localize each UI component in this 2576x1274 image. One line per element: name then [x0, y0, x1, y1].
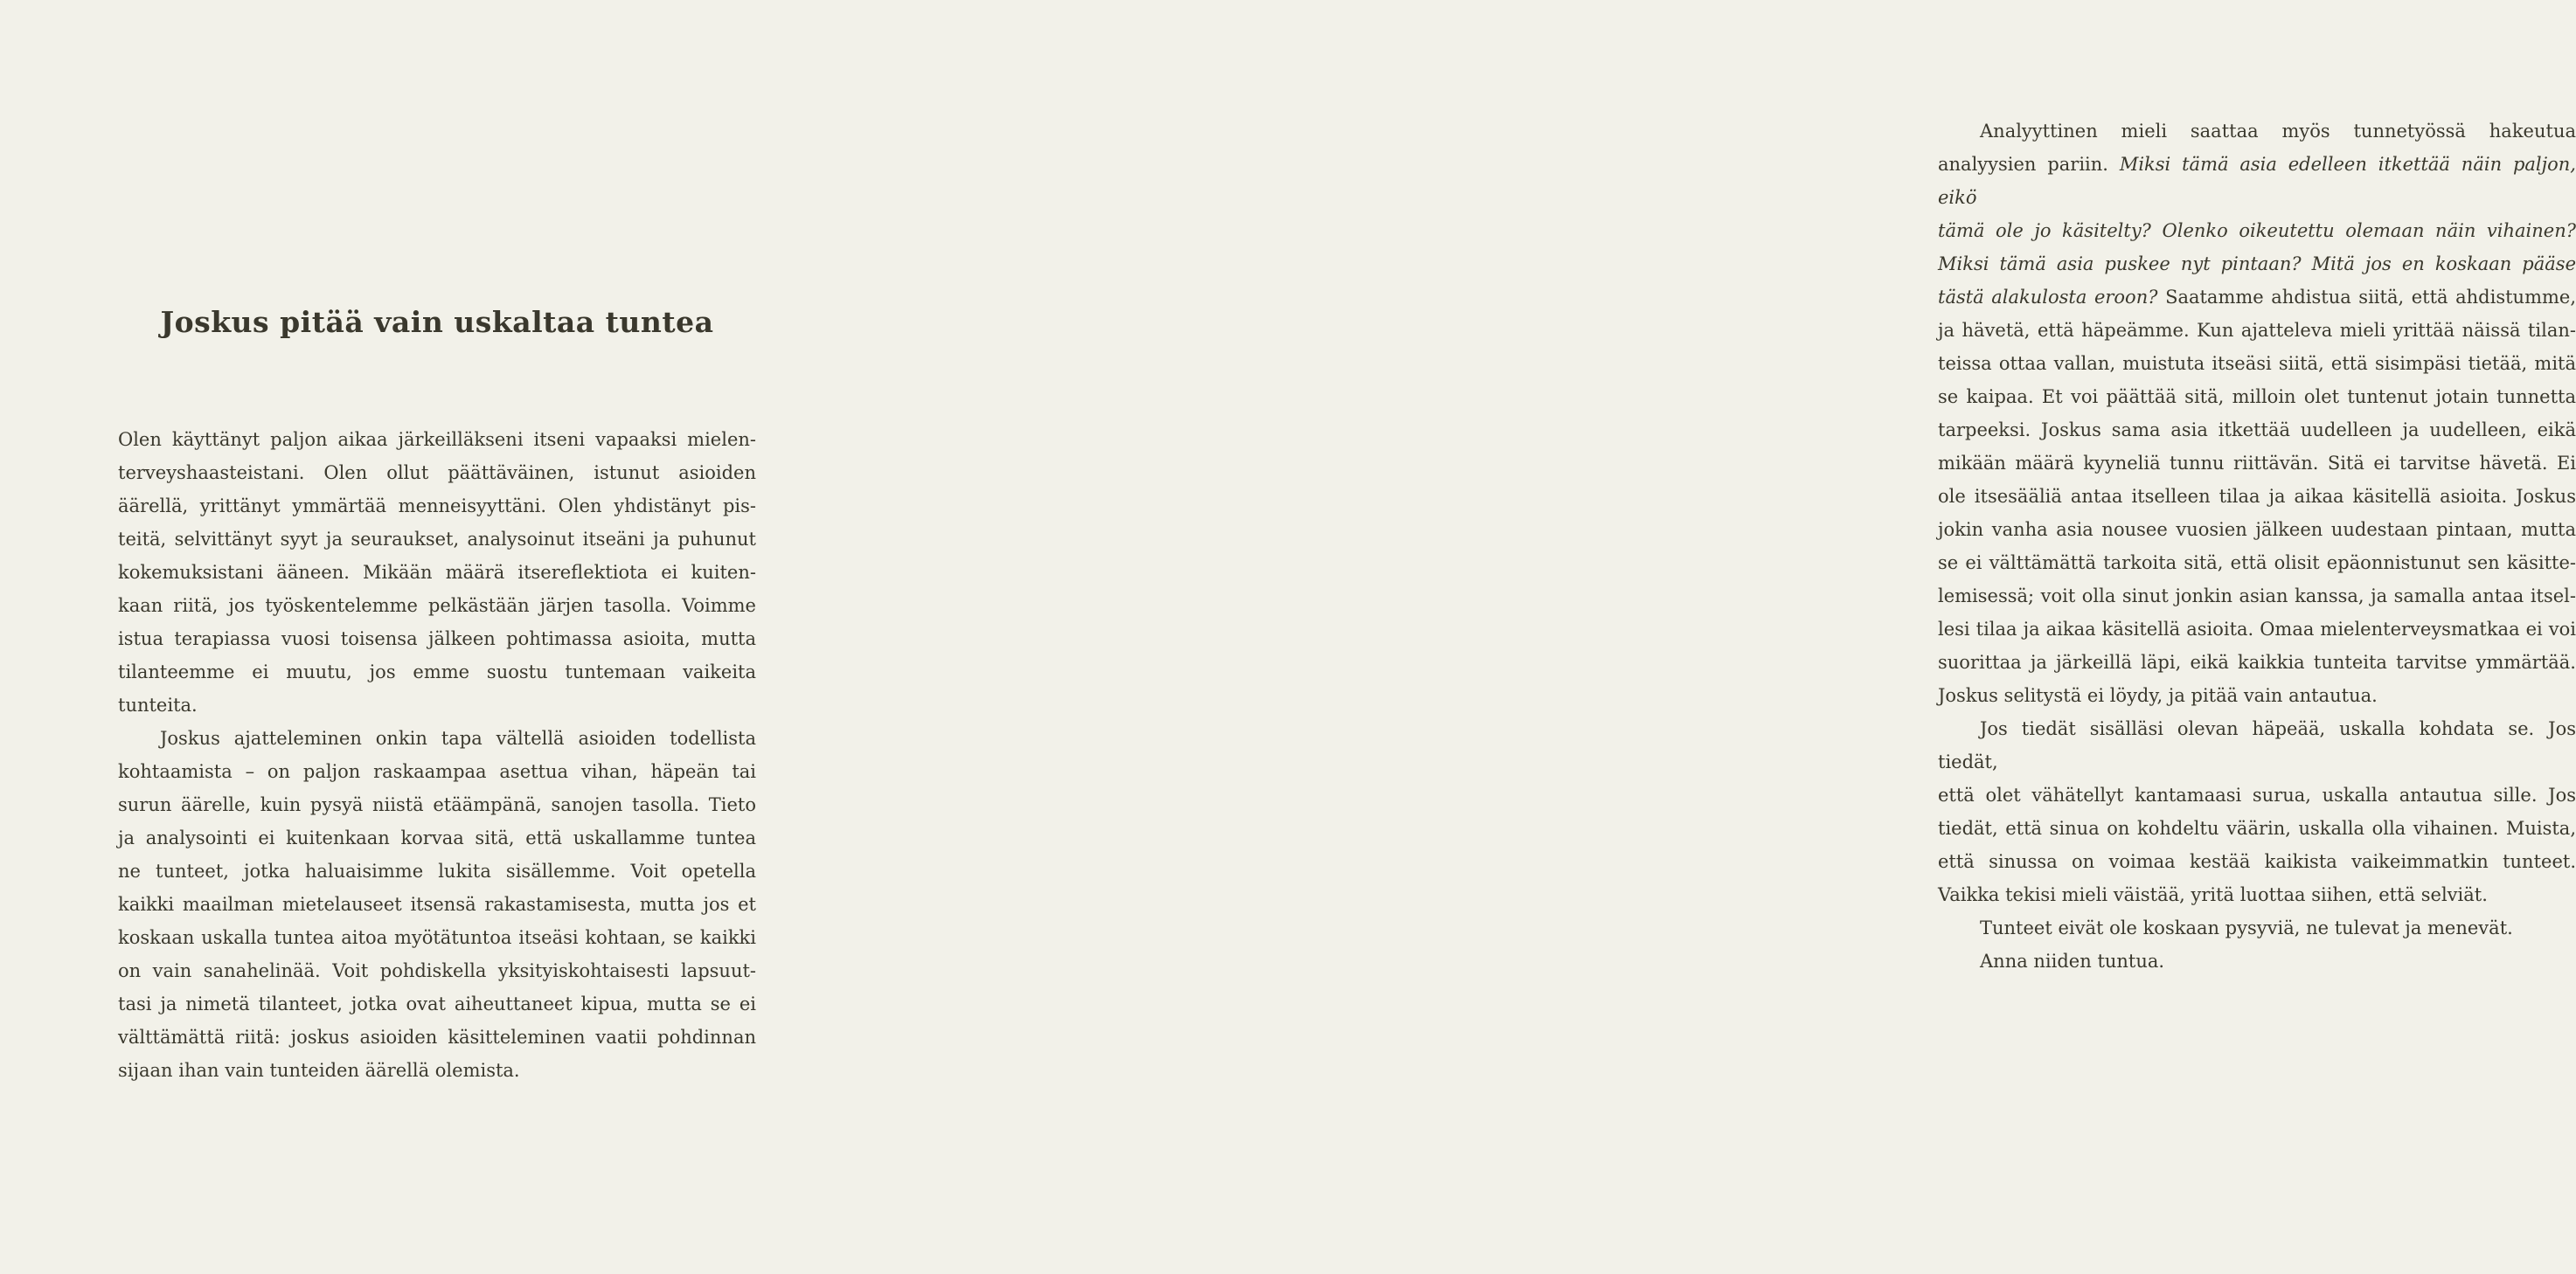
text-line [1938, 679, 2576, 712]
text-segment: teitä, selvittänyt syyt ja seuraukset, analysoinut itseäni ja puhunut [118, 529, 756, 550]
text-line [1938, 613, 2576, 646]
text-segment: jokin vanha asia nousee vuosien jälkeen uudestaan pintaan, mutta [1938, 519, 2576, 540]
text-line [118, 788, 756, 821]
text-line [1938, 413, 2576, 447]
text-line [1938, 347, 2576, 380]
text-line [118, 423, 756, 456]
text-segment: teissa ottaa vallan, muistuta itseäsi siitä, että sisimpäsi tietää, mitä [1938, 353, 2576, 374]
paragraph [118, 722, 756, 1087]
text-line [1938, 646, 2576, 679]
text-segment: se kaipaa. Et voi päättää sitä, milloin olet tuntenut jotain tunnetta [1938, 386, 2576, 407]
right-page-text-column [1938, 114, 2576, 978]
text-segment: Vaikka tekisi mieli väistää, yritä luottaa siihen, että selviät. [1938, 884, 2488, 905]
text-line [1938, 214, 2576, 247]
text-line [118, 987, 756, 1021]
text-line [1938, 380, 2576, 413]
text-line [118, 622, 756, 655]
text-line [1938, 878, 2576, 911]
text-line [1938, 148, 2576, 214]
text-line [118, 821, 756, 855]
text-segment: että olet vähätellyt kantamaasi surua, uskalla antautua sille. Jos [1938, 785, 2576, 806]
paragraph [118, 423, 756, 722]
paragraph [1938, 945, 2576, 978]
paragraph [1938, 712, 2576, 911]
text-line [118, 954, 756, 987]
text-segment: se ei välttämättä tarkoita sitä, että olisit epäonnistunut sen käsitte- [1938, 552, 2576, 573]
text-line [1938, 579, 2576, 613]
text-segment: analyysien pariin. [1938, 154, 2120, 175]
text-line [118, 755, 756, 788]
text-line [118, 855, 756, 888]
italic-text-segment: Miksi tämä asia puskee nyt pintaan? Mitä jos en koskaan pääse [1938, 253, 2576, 274]
text-segment: tarpeeksi. Joskus sama asia itkettää uudelleen ja uudelleen, eikä [1938, 419, 2576, 440]
paragraph [1938, 911, 2576, 945]
text-line [118, 589, 756, 622]
text-segment: terveyshaasteistani. Olen ollut päättäväinen, istunut asioiden [118, 462, 756, 483]
text-segment: sijaan ihan vain tunteiden äärellä olemista. [118, 1060, 520, 1081]
text-segment: tilanteemme ei muutu, jos emme suostu tuntemaan vaikeita [118, 661, 756, 682]
text-line [1938, 447, 2576, 480]
text-line [118, 722, 756, 755]
text-line [1938, 247, 2576, 280]
text-segment: äärellä, yrittänyt ymmärtää menneisyyttäni. Olen yhdistänyt pis- [118, 495, 756, 516]
text-line [1938, 546, 2576, 579]
text-segment: Jos tiedät sisälläsi olevan häpeää, uskalla kohdata se. Jos tiedät, [1938, 718, 2576, 772]
paragraph [1938, 114, 2576, 712]
text-segment: tunteita. [118, 695, 198, 716]
text-segment: ja hävetä, että häpeämme. Kun ajatteleva mieli yrittää näissä tilan- [1938, 320, 2576, 341]
text-segment: koskaan uskalla tuntea aitoa myötätuntoa itseäsi kohtaan, se kaikki [118, 927, 756, 948]
italic-text-segment: Miksi tämä asia edelleen itkettää näin paljon, eikö [1938, 154, 2576, 208]
text-segment: ne tunteet, jotka haluaisimme lukita sisällemme. Voit opetella [118, 861, 756, 882]
text-line [1938, 480, 2576, 513]
right-page-surface[interactable] [893, 0, 2576, 1274]
text-segment: Tunteet eivät ole koskaan pysyviä, ne tulevat ja menevät. [1980, 917, 2513, 938]
text-segment: Anna niiden tuntua. [1980, 951, 2165, 972]
text-line [1938, 845, 2576, 878]
text-line [118, 1021, 756, 1054]
text-segment: lemisessä; voit olla sinut jonkin asian kanssa, ja samalla antaa itsel- [1938, 585, 2576, 606]
text-segment: ole itsesääliä antaa itselleen tilaa ja aikaa käsitellä asioita. Joskus [1938, 486, 2576, 507]
text-segment: mikään määrä kyyneliä tunnu riittävän. Sitä ei tarvitse hävetä. Ei [1938, 453, 2576, 474]
text-line [118, 1054, 756, 1087]
text-line [1938, 911, 2576, 945]
text-segment: Olen käyttänyt paljon aikaa järkeilläkseni itseni vapaaksi mielen- [118, 429, 756, 450]
text-segment: kaan riitä, jos työskentelemme pelkästään järjen tasolla. Voimme [118, 595, 756, 616]
text-line [1938, 945, 2576, 978]
text-line [1938, 114, 2576, 148]
text-segment: tasi ja nimetä tilanteet, jotka ovat aiheuttaneet kipua, mutta se ei [118, 994, 756, 1014]
text-line [118, 489, 756, 523]
text-segment: surun äärelle, kuin pysyä niistä etäämpänä, sanojen tasolla. Tieto [118, 794, 756, 815]
left-page-text-column [118, 423, 756, 1087]
text-segment: Joskus ajatteleminen onkin tapa vältellä asioiden todellista [160, 728, 756, 749]
text-segment: on vain sanahelinää. Voit pohdiskella yksityiskohtaisesti lapsuut- [118, 960, 756, 981]
text-line [1938, 779, 2576, 812]
text-line [1938, 812, 2576, 845]
text-line [118, 456, 756, 489]
text-segment: kaikki maailman mietelauseet itsensä rakastamisesta, mutta jos et [118, 894, 756, 915]
text-segment: Analyyttinen mieli saattaa myös tunnetyössä hakeutua [1980, 121, 2576, 142]
text-segment: ja analysointi ei kuitenkaan korvaa sitä, että uskallamme tuntea [118, 827, 756, 848]
text-line [1938, 513, 2576, 546]
text-segment: että sinussa on voimaa kestää kaikista vaikeimmatkin tunteet. [1938, 851, 2576, 872]
text-segment: tiedät, että sinua on kohdeltu väärin, uskalla olla vihainen. Muista, [1938, 818, 2576, 839]
text-segment: kohtaamista – on paljon raskaampaa asettua vihan, häpeän tai [118, 761, 756, 782]
text-line [1938, 712, 2576, 779]
text-segment: kokemuksistani ääneen. Mikään määrä itsereflektiota ei kuiten- [118, 562, 756, 583]
text-segment: lesi tilaa ja aikaa käsitellä asioita. Omaa mielenterveysmatkaa ei voi [1938, 619, 2576, 640]
text-line [118, 523, 756, 556]
text-segment: suorittaa ja järkeillä läpi, eikä kaikkia tunteita tarvitse ymmärtää. [1938, 652, 2576, 673]
italic-text-segment: tästä alakulosta eroon? [1938, 287, 2166, 308]
text-segment: välttämättä riitä: joskus asioiden käsitteleminen vaatii pohdinnan [118, 1027, 756, 1048]
italic-text-segment: tämä ole jo käsitelty? Olenko oikeutettu olemaan näin vihainen? [1938, 220, 2576, 241]
text-line [118, 921, 756, 954]
left-page-surface[interactable] [0, 0, 893, 1274]
text-line [1938, 314, 2576, 347]
text-line [1938, 280, 2576, 314]
text-line [118, 556, 756, 589]
text-segment: istua terapiassa vuosi toisensa jälkeen pohtimassa asioita, mutta [118, 628, 756, 649]
text-line [118, 689, 756, 722]
text-segment: Saatamme ahdistua siitä, että ahdistumme, [2165, 287, 2576, 308]
chapter-title: Joskus pitää vain uskaltaa tuntea [160, 305, 714, 340]
text-line [118, 655, 756, 689]
text-segment: Joskus selitystä ei löydy, ja pitää vain antautua. [1938, 685, 2378, 706]
text-line [118, 888, 756, 921]
